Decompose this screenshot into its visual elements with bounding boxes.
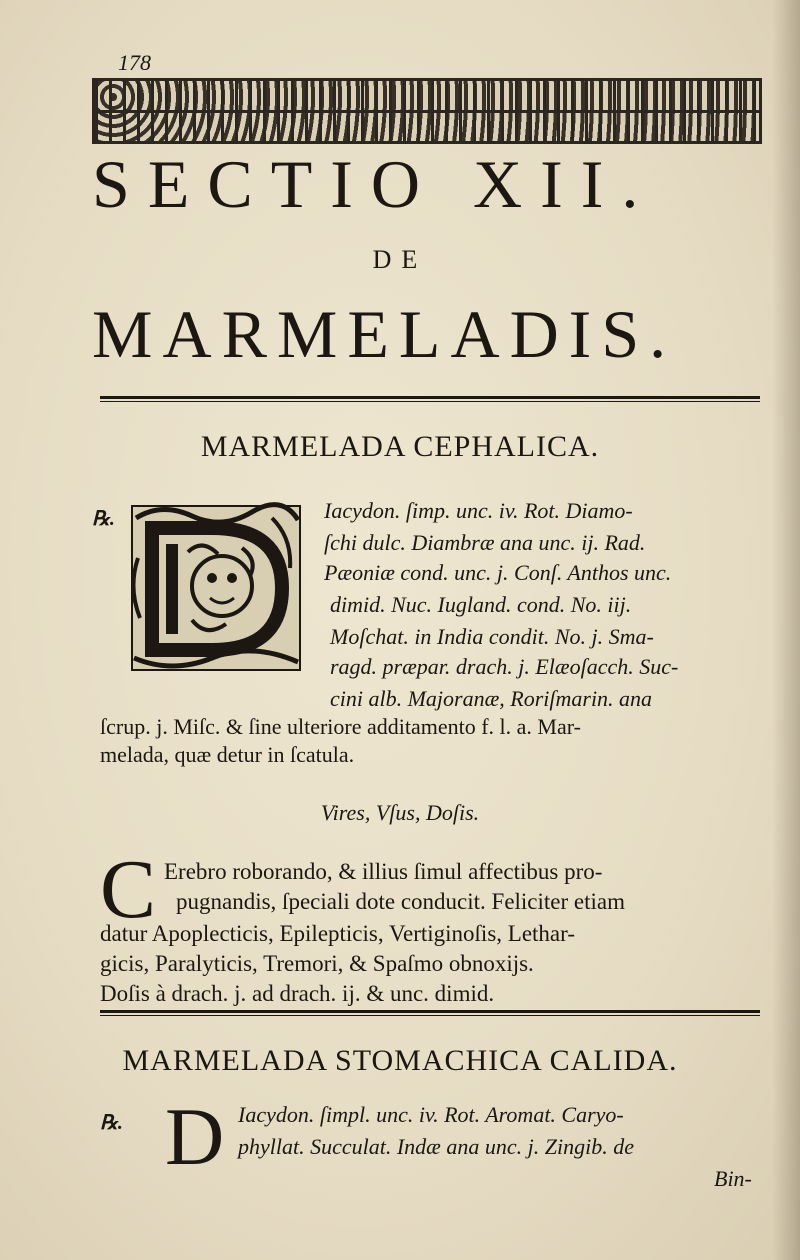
drop-cap-c: C [100,843,157,936]
usage-line-2: pugnandis, ſpeciali dote conducit. Feliciter etiam [176,889,626,914]
divider-rule-top [100,396,760,402]
recipe1-title: MARMELADA CEPHALICA. [200,430,600,463]
recipe1-line-4: dimid. Nuc. Iugland. cond. No. iij. [330,592,632,617]
recipe2-rx-symbol: ℞. [100,1112,123,1134]
section-heading: SECTIO XII. [92,146,657,222]
recipe1-line-2: ſchi dulc. Diambræ ana unc. ij. Rad. [324,530,646,555]
recipe1-line-9: melada, quæ detur in ſcatula. [100,742,355,767]
heading-de: DE [372,245,428,274]
recipe2-line-1: Iacydon. ſimpl. unc. iv. Rot. Aromat. Caryo- [238,1102,624,1127]
drop-cap-d: D [165,1091,225,1182]
recipe1-line-3: Pæoniæ cond. unc. j. Conſ. Anthos unc. [324,560,672,585]
recipe2-line-2: phyllat. Succulat. Indæ ana unc. j. Zingib. de [238,1134,634,1159]
ornamental-initial-d-icon [122,498,308,678]
recipe1-line-7: cini alb. Majoranæ, Roriſmarin. ana [330,686,653,711]
usage-line-1: Erebro roborando, & illius ſimul affectibus pro- [164,859,603,884]
page-number: 178 [118,50,151,75]
recipe2-title: MARMELADA STOMACHICA CALIDA. [122,1044,678,1077]
header-ornament [92,78,762,144]
recipe1-line-1: Iacydon. ſimp. unc. iv. Rot. Diamo- [324,498,633,523]
recipe2-catchword: Bin- [714,1166,752,1191]
recipe1-rx-symbol: ℞. [92,508,115,530]
divider-rule-bottom [100,1010,760,1016]
main-title: MARMELADIS. [92,296,677,372]
recipe1-line-8: ſcrup. j. Miſc. & ſine ulteriore additamento f. l. a. Mar- [100,714,581,739]
usage-line-5: Doſis à drach. j. ad drach. ij. & unc. dimid. [100,981,495,1006]
usage-title: Vires, Vſus, Doſis. [320,800,480,825]
usage-line-4: gicis, Paralyticis, Tremori, & Spaſmo obnoxijs. [100,951,534,976]
recipe1-line-5: Moſchat. in India condit. No. j. Sma- [330,624,654,649]
recipe1-line-6: ragd. præpar. drach. j. Elæoſacch. Suc- [330,654,679,679]
usage-line-3: datur Apoplecticis, Epilepticis, Vertiginoſis, Lethar- [100,921,575,946]
